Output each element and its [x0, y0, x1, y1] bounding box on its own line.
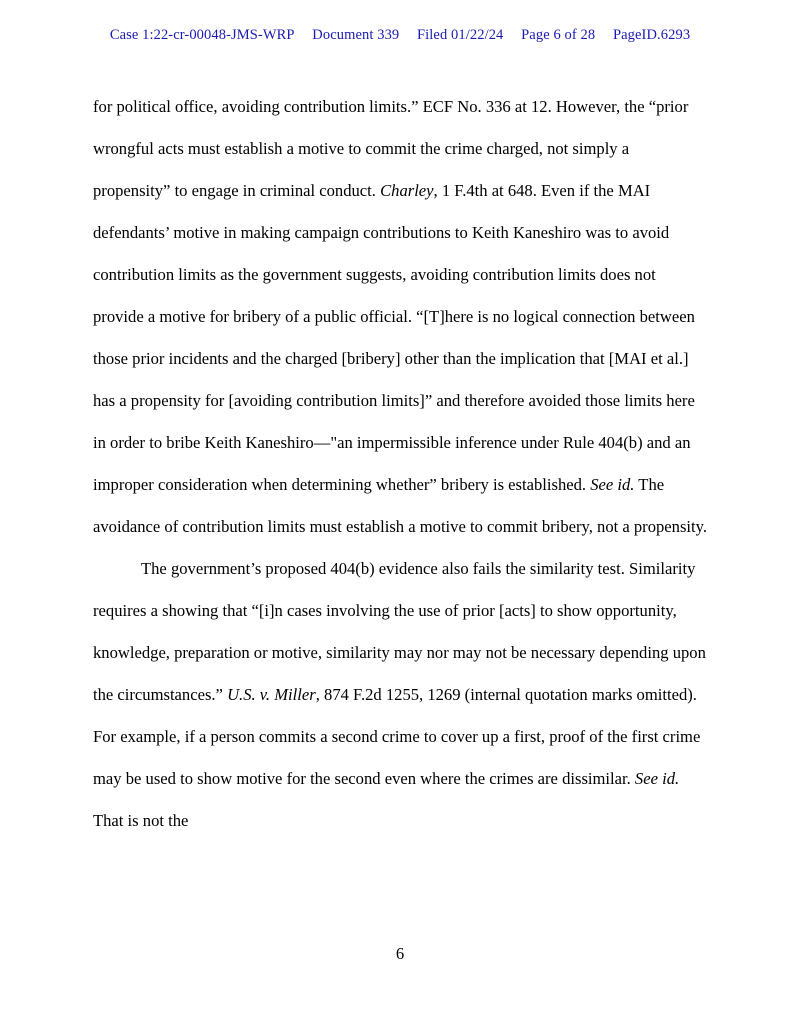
citation-see-id-1: See id. [590, 475, 635, 494]
document-body [93, 86, 707, 842]
paragraph-1 [93, 86, 707, 548]
citation-us-v-miller: U.S. v. Miller [227, 685, 316, 704]
header-page-of: Page 6 of 28 [521, 27, 596, 43]
paragraph-1-text-c: The avoidance of contribution limits must establish a motive to commit bribery, not a propensity. [93, 475, 708, 536]
cm-ecf-header-stamp [0, 27, 800, 44]
paragraph-2-text-c: That is not the [93, 811, 189, 830]
header-case-number: Case 1:22-cr-00048-JMS-WRP [109, 27, 295, 43]
citation-see-id-2: See id. [634, 769, 680, 788]
header-page-id: PageID.6293 [612, 27, 691, 43]
paragraph-1-text-a: for political office, avoiding contribution limits.” ECF No. 336 at 12. However, the “prior wrongful acts must establish a motive to commit the crime charged, not simply a propensity” to engage in criminal conduct. [93, 97, 689, 200]
paragraph-2-text-a: The government’s proposed 404(b) evidence also fails the similarity test. Similarity requires a showing that “[i]n cases involving the use of prior [acts] to show opportunity, knowledge, preparation or motive, similarity may nor may not be necessary depending upon the circumstances.” [93, 559, 706, 704]
citation-charley: Charley [380, 181, 434, 200]
paragraph-2 [93, 548, 707, 842]
page-number: 6 [395, 944, 405, 963]
header-filed-date: Filed 01/22/24 [417, 27, 504, 43]
paragraph-2-text-b: , 874 F.2d 1255, 1269 (internal quotation marks omitted). For example, if a person commits a second crime to cover up a first, proof of the first crime may be used to show motive for the second even where the crimes are dissimilar. [93, 685, 701, 788]
header-document-number: Document 339 [312, 27, 400, 43]
paragraph-1-text-b: , 1 F.4th at 648. Even if the MAI defendants’ motive in making campaign contributions to Keith Kaneshiro was to avoid contribution limits as the government suggests, avoiding contribution limits does not provide a motive for bribery of a public official. “[T]here is no logical connection between those prior incidents and the charged [bribery] other than the implication that [MAI et al.] has a propensity for [avoiding contribution limits]” and therefore avoided those limits here in order to bribe Keith Kaneshiro—"an impermissible inference under Rule 404(b) and an improper consideration when determining whether” bribery is established. [93, 181, 695, 494]
